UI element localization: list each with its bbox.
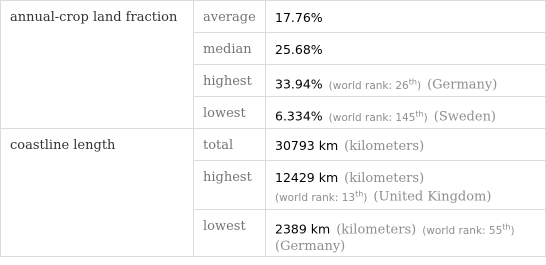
value-cell xyxy=(266,129,546,161)
unit: (kilometers) xyxy=(336,222,417,238)
world-rank: (world rank: 55th) xyxy=(422,222,515,237)
value: 2389 km xyxy=(275,221,331,237)
value-cell xyxy=(266,161,546,210)
value: 25.68% xyxy=(275,42,323,57)
value-cell xyxy=(266,1,546,33)
unit: (kilometers) xyxy=(344,171,425,186)
value: 17.76% xyxy=(275,10,323,25)
row-label: lowest xyxy=(194,210,266,257)
value: 33.94% xyxy=(275,76,323,92)
row-label: average xyxy=(194,1,266,33)
world-rank: (world rank: 13th) xyxy=(275,189,368,204)
property-name: annual-crop land fraction xyxy=(1,1,194,129)
world-rank: (world rank: 26th) xyxy=(328,77,422,92)
row-label: median xyxy=(194,33,266,65)
value-cell xyxy=(266,33,546,65)
value: 6.334% xyxy=(275,108,323,124)
table-row xyxy=(1,1,546,33)
row-label: lowest xyxy=(194,97,266,129)
row-label: highest xyxy=(194,65,266,97)
unit: (kilometers) xyxy=(344,139,425,154)
country: (Sweden) xyxy=(433,109,497,125)
value: 30793 km xyxy=(275,138,339,153)
row-label: total xyxy=(194,129,266,161)
world-rank: (world rank: 145th) xyxy=(328,109,428,124)
property-name: coastline length xyxy=(1,129,194,257)
country: (Germany) xyxy=(427,77,498,93)
value-cell xyxy=(266,97,546,129)
row-label: highest xyxy=(194,161,266,210)
country: (United Kingdom) xyxy=(373,189,492,205)
table-row xyxy=(1,129,546,161)
value-cell xyxy=(266,210,546,257)
value: 12429 km xyxy=(275,170,339,185)
country: (Germany) xyxy=(275,238,346,254)
value-cell xyxy=(266,65,546,97)
